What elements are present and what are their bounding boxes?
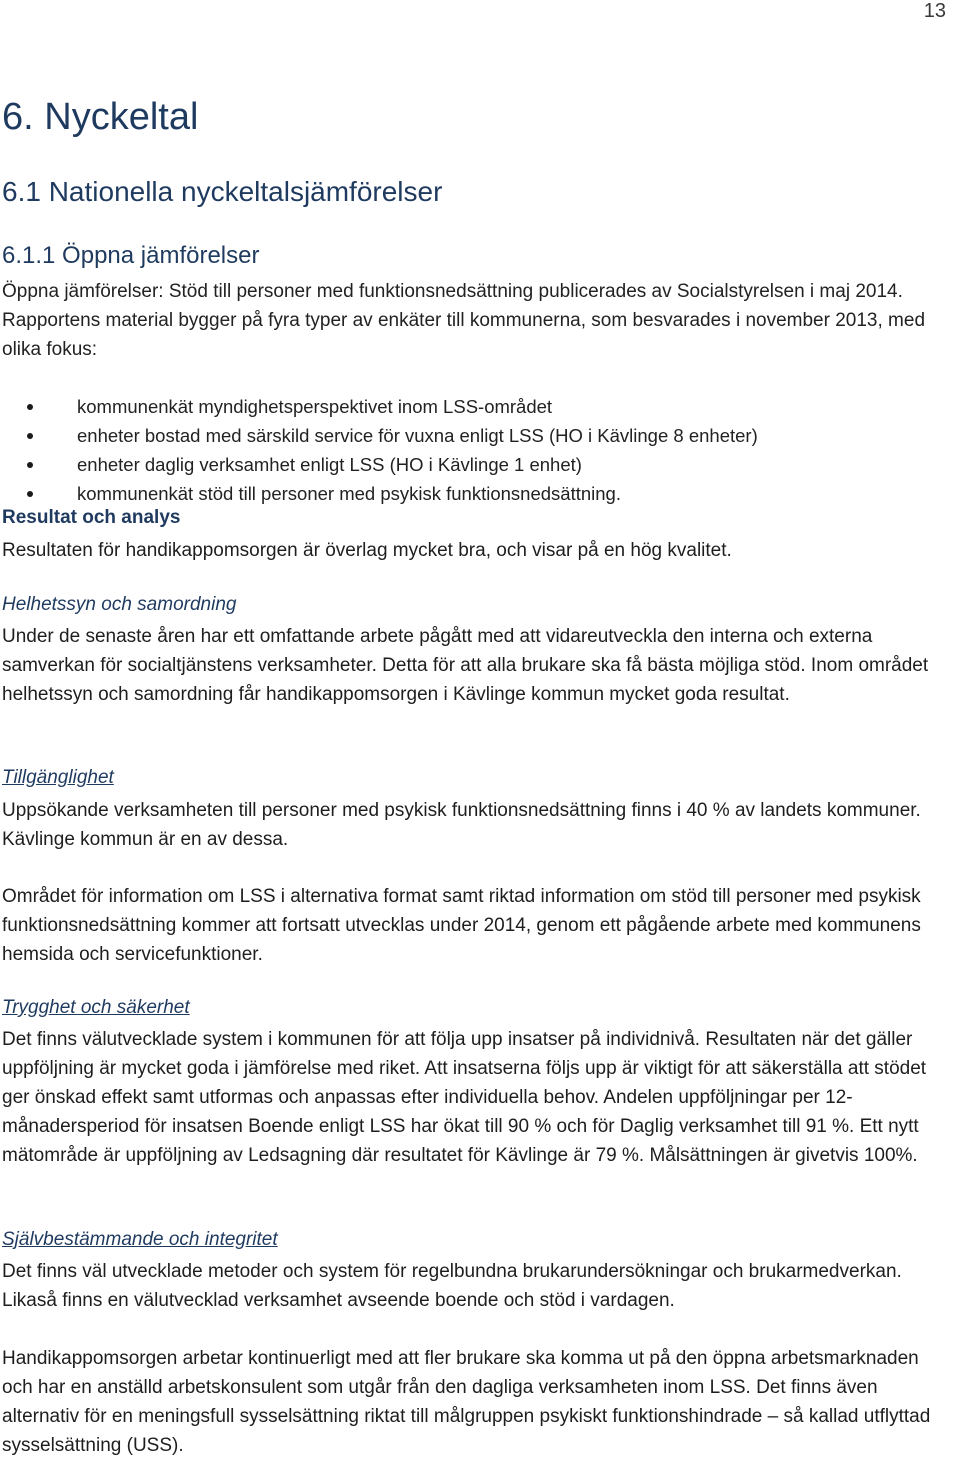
list-item: [0, 392, 758, 421]
tillganglighet-heading: Tillgänglighet: [2, 767, 114, 788]
intro-paragraph: Öppna jämförelser: Stöd till personer med funktionsnedsättning publicerades av Socialstyrelsen i maj 2014. Rapportens material bygger på fyra typer av enkäter till kommunerna, som besvarades i november 2013, med olika fokus:: [2, 281, 926, 360]
bullet-icon: [27, 491, 33, 497]
helhetssyn-heading: Helhetssyn och samordning: [2, 594, 237, 615]
information-paragraph: Området för information om LSS i alternativa format samt riktad information om stöd till personer med psykisk funktionsnedsättning kommer att fortsatt utvecklas under 2014, genom ett pågående arbete med kommunens hemsida och servicefunktioner.: [2, 886, 921, 965]
bullet-icon: [27, 433, 33, 439]
trygghet-heading: Trygghet och säkerhet: [2, 997, 190, 1018]
sjalvbestammande-heading: Självbestämmande och integritet: [2, 1229, 278, 1250]
trygghet-paragraph: Det finns välutvecklade system i kommunen för att följa upp insatser på individnivå. Resultaten när det gäller uppföljning är mycket goda i jämförelse med riket. Att insatserna följs upp är viktigt för att säkerställa att stödet ger önskad effekt samt utformas och anpassas efter individuella behov. Andelen uppföljningar per 12-månadersperiod för insatsen Boende enligt LSS har ökat till 90 % och för Daglig verksamhet till 91 %. Ett nytt mätområde är uppföljning av Ledsagning där resultatet för Kävlinge är 79 %. Målsättningen är givetvis 100%.: [2, 1029, 927, 1166]
list-item-text: enheter bostad med särskild service för vuxna enligt LSS (HO i Kävlinge 8 enheter): [77, 425, 758, 446]
list-item: [0, 479, 758, 508]
bullet-icon: [27, 404, 33, 410]
sjalvbestammande-paragraph: Det finns väl utvecklade metoder och system för regelbundna brukarundersökningar och brukarmedverkan. Likaså finns en välutvecklad verksamhet avseende boende och stöd i vardagen.: [2, 1261, 902, 1311]
list-item-text: kommunenkät myndighetsperspektivet inom LSS-området: [77, 396, 553, 417]
results-heading: Resultat och analys: [2, 507, 181, 528]
list-item-text: kommunenkät stöd till personer med psykisk funktionsnedsättning.: [77, 483, 621, 504]
survey-type-list: [0, 392, 758, 508]
list-item-text: enheter daglig verksamhet enligt LSS (HO i Kävlinge 1 enhet): [77, 454, 582, 475]
page-number: 13: [923, 0, 946, 22]
helhetssyn-paragraph: Under de senaste åren har ett omfattande arbete pågått med att vidareutveckla den interna och externa samverkan för socialtjänstens verksamheter. Detta för att alla brukare ska få bästa möjliga stöd. Inom området helhetssyn och samordning får handikappomsorgen i Kävlinge kommun mycket goda resultat.: [2, 626, 929, 705]
list-item: [0, 450, 758, 479]
chapter-heading: 6. Nyckeltal: [2, 96, 199, 138]
bullet-icon: [27, 462, 33, 468]
results-summary: Resultaten för handikappomsorgen är överlag mycket bra, och visar på en hög kvalitet.: [2, 540, 732, 561]
list-item: [0, 421, 758, 450]
section-heading: 6.1 Nationella nyckeltalsjämförelser: [2, 176, 443, 207]
subsection-heading: 6.1.1 Öppna jämförelser: [2, 242, 260, 269]
handikappomsorg-paragraph: Handikappomsorgen arbetar kontinuerligt med att fler brukare ska komma ut på den öppna arbetsmarknaden och har en anställd arbetskonsulent som utgår från den dagliga verksamheten inom LSS. Det finns även alternativ för en meningsfull sysselsättning riktat till målgruppen psykiskt funktionshindrade – så kallad utflyttad sysselsättning (USS).: [2, 1348, 931, 1456]
tillganglighet-paragraph: Uppsökande verksamheten till personer med psykisk funktionsnedsättning finns i 40 % av landets kommuner. Kävlinge kommun är en av dessa.: [2, 800, 921, 850]
